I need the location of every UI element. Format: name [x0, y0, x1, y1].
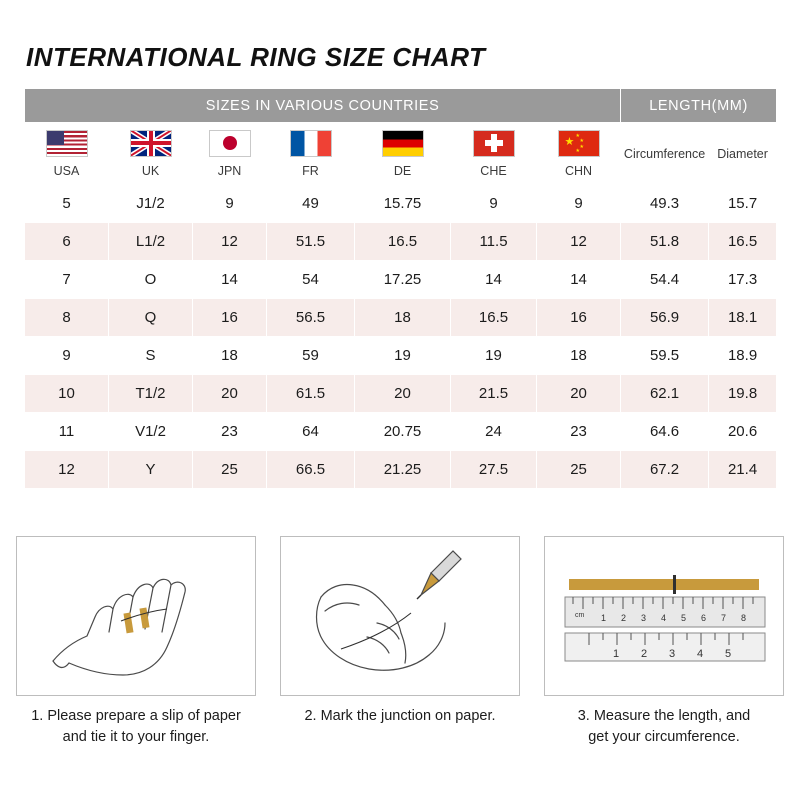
flag-jpn-icon [209, 130, 251, 157]
table-cell: 18 [355, 299, 451, 337]
table-cell: 62.1 [621, 375, 709, 413]
table-cell: 16.5 [709, 223, 777, 261]
table-cell: 9 [451, 185, 537, 223]
table-cell: 18.9 [709, 337, 777, 375]
table-cell: V1/2 [109, 413, 193, 451]
flag-de-icon [382, 130, 424, 157]
table-cell: 19 [355, 337, 451, 375]
header-col-che [451, 123, 537, 185]
table-cell: 12 [193, 223, 267, 261]
size-table-container [24, 88, 776, 489]
svg-text:2: 2 [621, 613, 627, 623]
svg-text:1: 1 [613, 648, 620, 660]
table-cell: 66.5 [267, 451, 355, 489]
table-cell: 11 [25, 413, 109, 451]
table-row [25, 337, 777, 375]
svg-text:1: 1 [601, 613, 607, 623]
table-row [25, 185, 777, 223]
table-cell: 56.9 [621, 299, 709, 337]
table-cell: 14 [451, 261, 537, 299]
step-3-caption-line1: 3. Measure the length, and [577, 708, 751, 724]
table-cell: 21.25 [355, 451, 451, 489]
table-cell: 49 [267, 185, 355, 223]
flag-fr-icon [290, 130, 332, 157]
page-title: INTERNATIONAL RING SIZE CHART [26, 42, 486, 72]
table-cell: 18 [193, 337, 267, 375]
country-code-jpn: JPN [217, 163, 242, 178]
table-cell: 17.3 [709, 261, 777, 299]
table-cell: 56.5 [267, 299, 355, 337]
step-2-caption-line1: 2. Mark the junction on paper. [304, 708, 496, 724]
table-cell: 20 [355, 375, 451, 413]
table-cell: 15.7 [709, 185, 777, 223]
table-cell: 9 [537, 185, 621, 223]
table-cell: 59 [267, 337, 355, 375]
table-cell: 7 [25, 261, 109, 299]
table-cell: 16.5 [355, 223, 451, 261]
table-cell: 16 [193, 299, 267, 337]
country-code-che: CHE [480, 163, 507, 178]
step-3-caption-line2: get your circumference. [588, 729, 740, 745]
header-col-usa [25, 123, 109, 185]
table-cell: 67.2 [621, 451, 709, 489]
svg-text:2: 2 [641, 648, 648, 660]
table-cell: 18 [537, 337, 621, 375]
svg-text:5: 5 [681, 613, 687, 623]
table-cell: O [109, 261, 193, 299]
svg-text:4: 4 [697, 648, 704, 660]
flag-usa-icon [46, 130, 88, 157]
svg-text:cm: cm [575, 612, 585, 619]
table-cell: S [109, 337, 193, 375]
table-cell: 6 [25, 223, 109, 261]
header-length-group: LENGTH(MM) [621, 89, 777, 123]
table-cell: 59.5 [621, 337, 709, 375]
step-2-caption [280, 706, 520, 727]
table-cell: 14 [193, 261, 267, 299]
svg-text:3: 3 [641, 613, 647, 623]
size-table-body [25, 185, 777, 489]
header-col-uk [109, 123, 193, 185]
country-code-usa: USA [53, 163, 80, 178]
svg-text:5: 5 [725, 648, 732, 660]
step-3-caption [544, 706, 784, 748]
table-cell: 19 [451, 337, 537, 375]
svg-text:7: 7 [721, 613, 727, 623]
step-3-illustration [544, 536, 784, 696]
table-row [25, 413, 777, 451]
table-cell: 54 [267, 261, 355, 299]
flag-che-icon [473, 130, 515, 157]
table-cell: 9 [193, 185, 267, 223]
table-cell: 12 [25, 451, 109, 489]
step-1 [16, 536, 256, 748]
ring-size-table [24, 88, 777, 489]
table-cell: 49.3 [621, 185, 709, 223]
table-cell: 21.5 [451, 375, 537, 413]
table-cell: 64 [267, 413, 355, 451]
table-cell: 5 [25, 185, 109, 223]
table-country-header-row [25, 123, 777, 185]
header-col-chn [537, 123, 621, 185]
country-code-de: DE [393, 163, 412, 178]
table-row [25, 223, 777, 261]
header-col-diameter: Diameter [709, 123, 777, 185]
step-1-caption [16, 706, 256, 748]
table-cell: 25 [537, 451, 621, 489]
country-code-fr: FR [302, 163, 319, 178]
table-cell: 16 [537, 299, 621, 337]
step-2-illustration [280, 536, 520, 696]
table-cell: 17.25 [355, 261, 451, 299]
table-cell: 10 [25, 375, 109, 413]
table-group-header-row [25, 89, 777, 123]
table-cell: 51.5 [267, 223, 355, 261]
header-col-fr [267, 123, 355, 185]
svg-text:3: 3 [669, 648, 676, 660]
country-code-uk: UK [141, 163, 160, 178]
header-col-de [355, 123, 451, 185]
step-1-caption-line2: and tie it to your finger. [62, 729, 210, 745]
table-cell: 19.8 [709, 375, 777, 413]
table-cell: T1/2 [109, 375, 193, 413]
table-cell: 23 [537, 413, 621, 451]
table-cell: 20.6 [709, 413, 777, 451]
flag-chn-icon: ★ ★ ★ ★ ★ [558, 130, 600, 157]
table-row [25, 299, 777, 337]
table-cell: 15.75 [355, 185, 451, 223]
table-cell: 21.4 [709, 451, 777, 489]
step-1-illustration [16, 536, 256, 696]
measuring-steps [16, 536, 784, 748]
svg-text:6: 6 [701, 613, 707, 623]
table-cell: 23 [193, 413, 267, 451]
table-cell: L1/2 [109, 223, 193, 261]
table-row [25, 451, 777, 489]
table-row [25, 375, 777, 413]
table-cell: 20 [193, 375, 267, 413]
table-row [25, 261, 777, 299]
table-cell: 51.8 [621, 223, 709, 261]
table-cell: 12 [537, 223, 621, 261]
table-cell: 20 [537, 375, 621, 413]
table-cell: 64.6 [621, 413, 709, 451]
table-cell: 18.1 [709, 299, 777, 337]
table-cell: 24 [451, 413, 537, 451]
flag-uk-icon [130, 130, 172, 157]
svg-text:4: 4 [661, 613, 667, 623]
table-cell: 11.5 [451, 223, 537, 261]
table-cell: 25 [193, 451, 267, 489]
table-cell: Q [109, 299, 193, 337]
header-col-circumference: Circumference [621, 123, 709, 185]
table-cell: 8 [25, 299, 109, 337]
header-col-jpn [193, 123, 267, 185]
country-code-chn: CHN [564, 163, 593, 178]
step-3 [544, 536, 784, 748]
table-cell: 61.5 [267, 375, 355, 413]
svg-text:8: 8 [741, 613, 747, 623]
table-cell: J1/2 [109, 185, 193, 223]
table-cell: 16.5 [451, 299, 537, 337]
table-cell: Y [109, 451, 193, 489]
table-cell: 9 [25, 337, 109, 375]
header-sizes-group: SIZES IN VARIOUS COUNTRIES [25, 89, 621, 123]
table-cell: 27.5 [451, 451, 537, 489]
step-2 [280, 536, 520, 748]
step-1-caption-line1: 1. Please prepare a slip of paper [31, 708, 241, 724]
table-cell: 14 [537, 261, 621, 299]
table-cell: 54.4 [621, 261, 709, 299]
table-cell: 20.75 [355, 413, 451, 451]
